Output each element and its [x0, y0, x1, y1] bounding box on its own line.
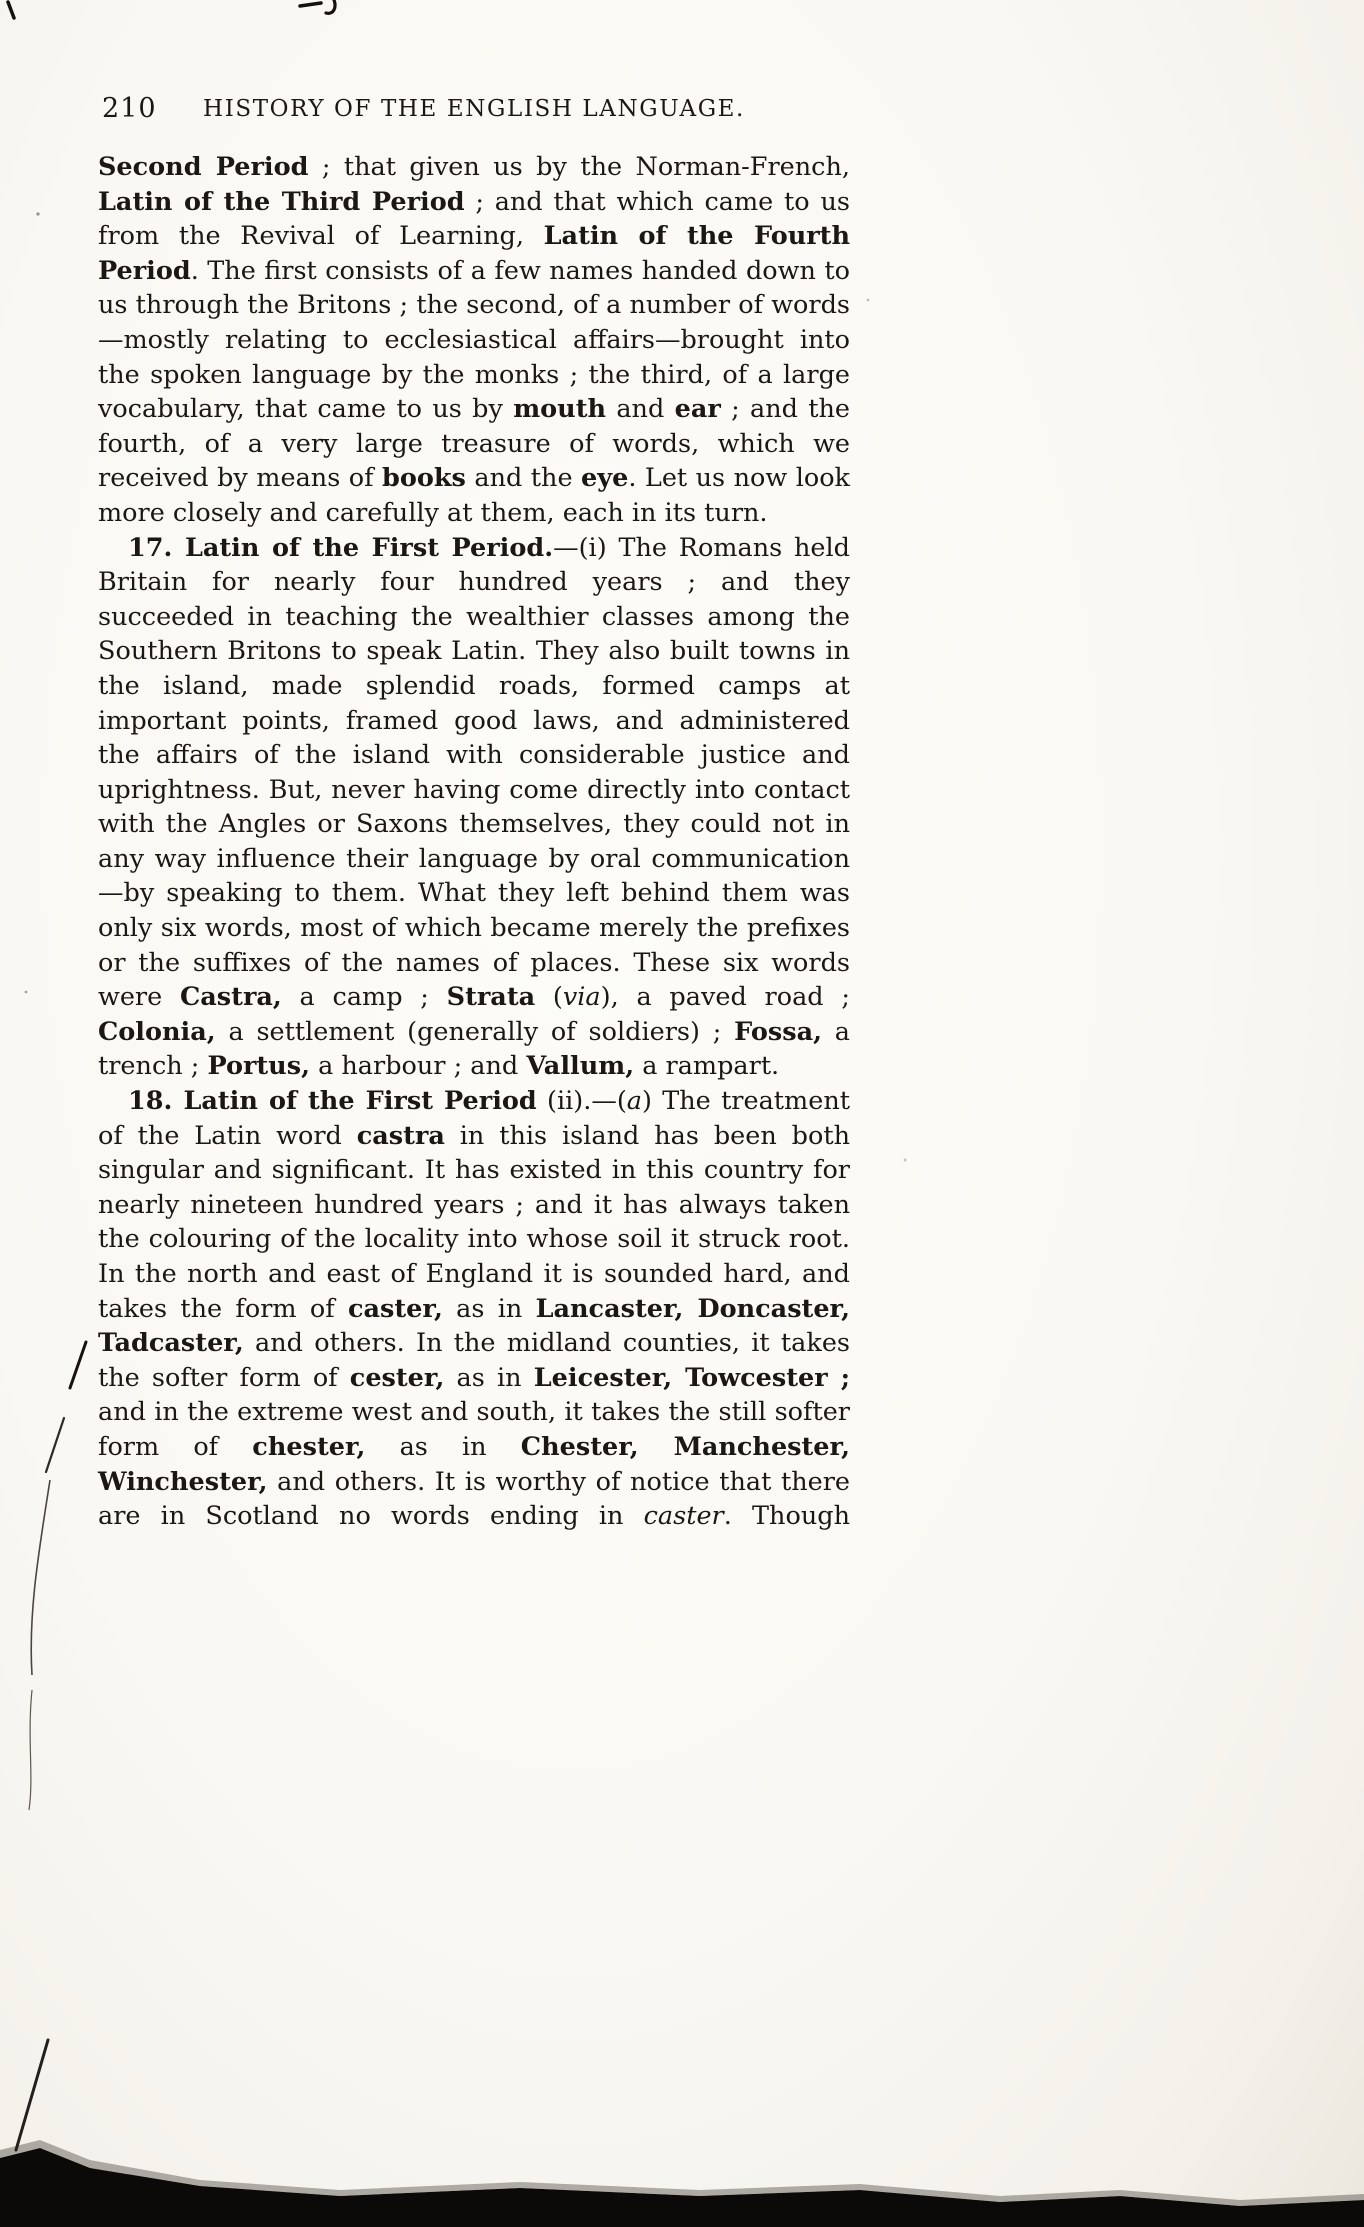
text-run: Latin of the First Period: [183, 1086, 537, 1117]
text-run: as in: [365, 1431, 521, 1462]
text-run: . The first consists of a few names handed down to us through the Britons ; the second, of a number of words—mostly relating to ecclesiastical affairs—brought into the spoken language by the monks ; the third, of a large vocabulary, that came to us by: [98, 255, 850, 425]
text-run: a settlement (generally of soldiers) ;: [215, 1016, 735, 1047]
text-run: Leicester, Towcester ;: [533, 1362, 851, 1393]
text-run: ), a paved road ;: [600, 982, 850, 1013]
ink-speck: [867, 299, 870, 302]
text-run: Castra,: [179, 982, 282, 1013]
text-run: castra: [356, 1120, 445, 1151]
text-run: in this island has been both singular and significant. It has existed in this country for nearly nineteen hundred years ; and it has always taken the colouring of the locality into whose soil it struck root. In the north and east of England it is sounded hard, and takes the form of: [98, 1120, 850, 1324]
top-edge-mark-hook: [326, 0, 335, 13]
text-run: ) The treatment of the Latin word: [98, 1086, 850, 1151]
text-run: as in: [444, 1362, 534, 1393]
text-run: caster: [643, 1501, 724, 1532]
text-run: caster,: [347, 1293, 443, 1324]
text-run: Vallum,: [526, 1051, 635, 1082]
page-number: 210: [102, 93, 157, 124]
hairline-mark-3: [16, 2040, 48, 2150]
text-run: . Let us now look more closely and carefully at them, each in its turn.: [98, 463, 851, 528]
ink-speck: [25, 991, 28, 994]
top-edge-mark-dash: [300, 3, 321, 6]
text-run: and in the extreme west and south, it takes the still softer form of: [98, 1397, 850, 1462]
text-run: Colonia,: [98, 1016, 216, 1047]
text-run: a trench ;: [98, 1016, 850, 1082]
text-run: —(i) The Romans held Britain for nearly four hundred years ; and they succeeded in teaching the wealthier classes among the Southern Britons to speak Latin. They also built towns in the island, made splendid roads, formed camps at important points, framed good laws, and administered the affairs of the island with considerable justice and uprightness. But, never having come directly into contact with the Angles or Saxons themselves, they could not in any way influence their language by oral communication—by speaking to them. What they left behind them was only six words, most of which became merely the prefixes or the suffixes of the names of places. These six words were: [98, 532, 850, 1013]
paragraph-section-17: [98, 531, 850, 1085]
text-run: and the: [465, 463, 582, 494]
text-run: (: [535, 982, 563, 1013]
text-run: books: [382, 463, 466, 494]
top-corner-mark: [8, 2, 14, 18]
text-run: Lancaster, Doncaster, Tadcaster,: [98, 1293, 851, 1359]
text-run: chester,: [252, 1431, 366, 1462]
text-run: eye: [581, 463, 629, 494]
text-run: a: [626, 1086, 642, 1117]
scan-edge-bottom: [0, 2148, 1364, 2227]
ink-speck: [36, 212, 39, 215]
scan-edge-shadow: [0, 2140, 1364, 2206]
text-run: as in: [442, 1293, 536, 1324]
text-run: a rampart.: [634, 1051, 780, 1082]
text-run: via: [562, 982, 601, 1013]
running-head: HISTORY OF THE ENGLISH LANGUAGE.: [203, 96, 745, 122]
paragraph-section-18: [98, 1084, 850, 1534]
text-run: ; and the fourth, of a very large treasure of words, which we received by means of: [98, 394, 850, 494]
text-run: mouth: [513, 394, 607, 425]
hairline-mark-2: [29, 1690, 32, 1810]
text-run: Strata: [446, 982, 536, 1013]
text-run: cester,: [349, 1362, 445, 1393]
text-run: Portus,: [207, 1051, 310, 1082]
text-run: (ii).—(: [536, 1086, 627, 1117]
pen-slash-mark: [70, 1342, 86, 1388]
ink-speck: [904, 1159, 907, 1162]
text-run: Latin of the Third Period: [98, 186, 465, 217]
text-run: ; and that which came to us from the Revival of Learning,: [98, 186, 850, 252]
text-run: . Though: [723, 1501, 850, 1532]
text-run: a camp ;: [281, 982, 447, 1013]
page-header: [98, 92, 850, 126]
text-run: a harbour ; and: [309, 1051, 527, 1082]
text-run: and others. It is worthy of notice that there are in Scotland no words ending in: [98, 1466, 850, 1532]
text-run: Latin of the Fourth Period: [98, 221, 850, 286]
text-run: 17.: [128, 532, 185, 563]
text-run: Chester, Manchester, Winchester,: [98, 1431, 850, 1497]
pen-slash-mark-2: [46, 1418, 64, 1472]
hairline-mark-1: [31, 1480, 50, 1675]
text-run: and others. In the midland counties, it takes the softer form of: [98, 1328, 850, 1393]
text-run: Fossa,: [734, 1016, 822, 1047]
text-run: ear: [674, 394, 721, 425]
text-run: and: [606, 394, 675, 425]
body-text: [98, 150, 850, 1534]
text-run: ; that given us by the Norman-French,: [308, 152, 850, 182]
text-run: Latin of the First Period.: [184, 532, 554, 563]
paragraph-second-period: [98, 150, 850, 531]
text-run: 18.: [128, 1086, 184, 1117]
text-run: Second Period: [98, 152, 309, 182]
